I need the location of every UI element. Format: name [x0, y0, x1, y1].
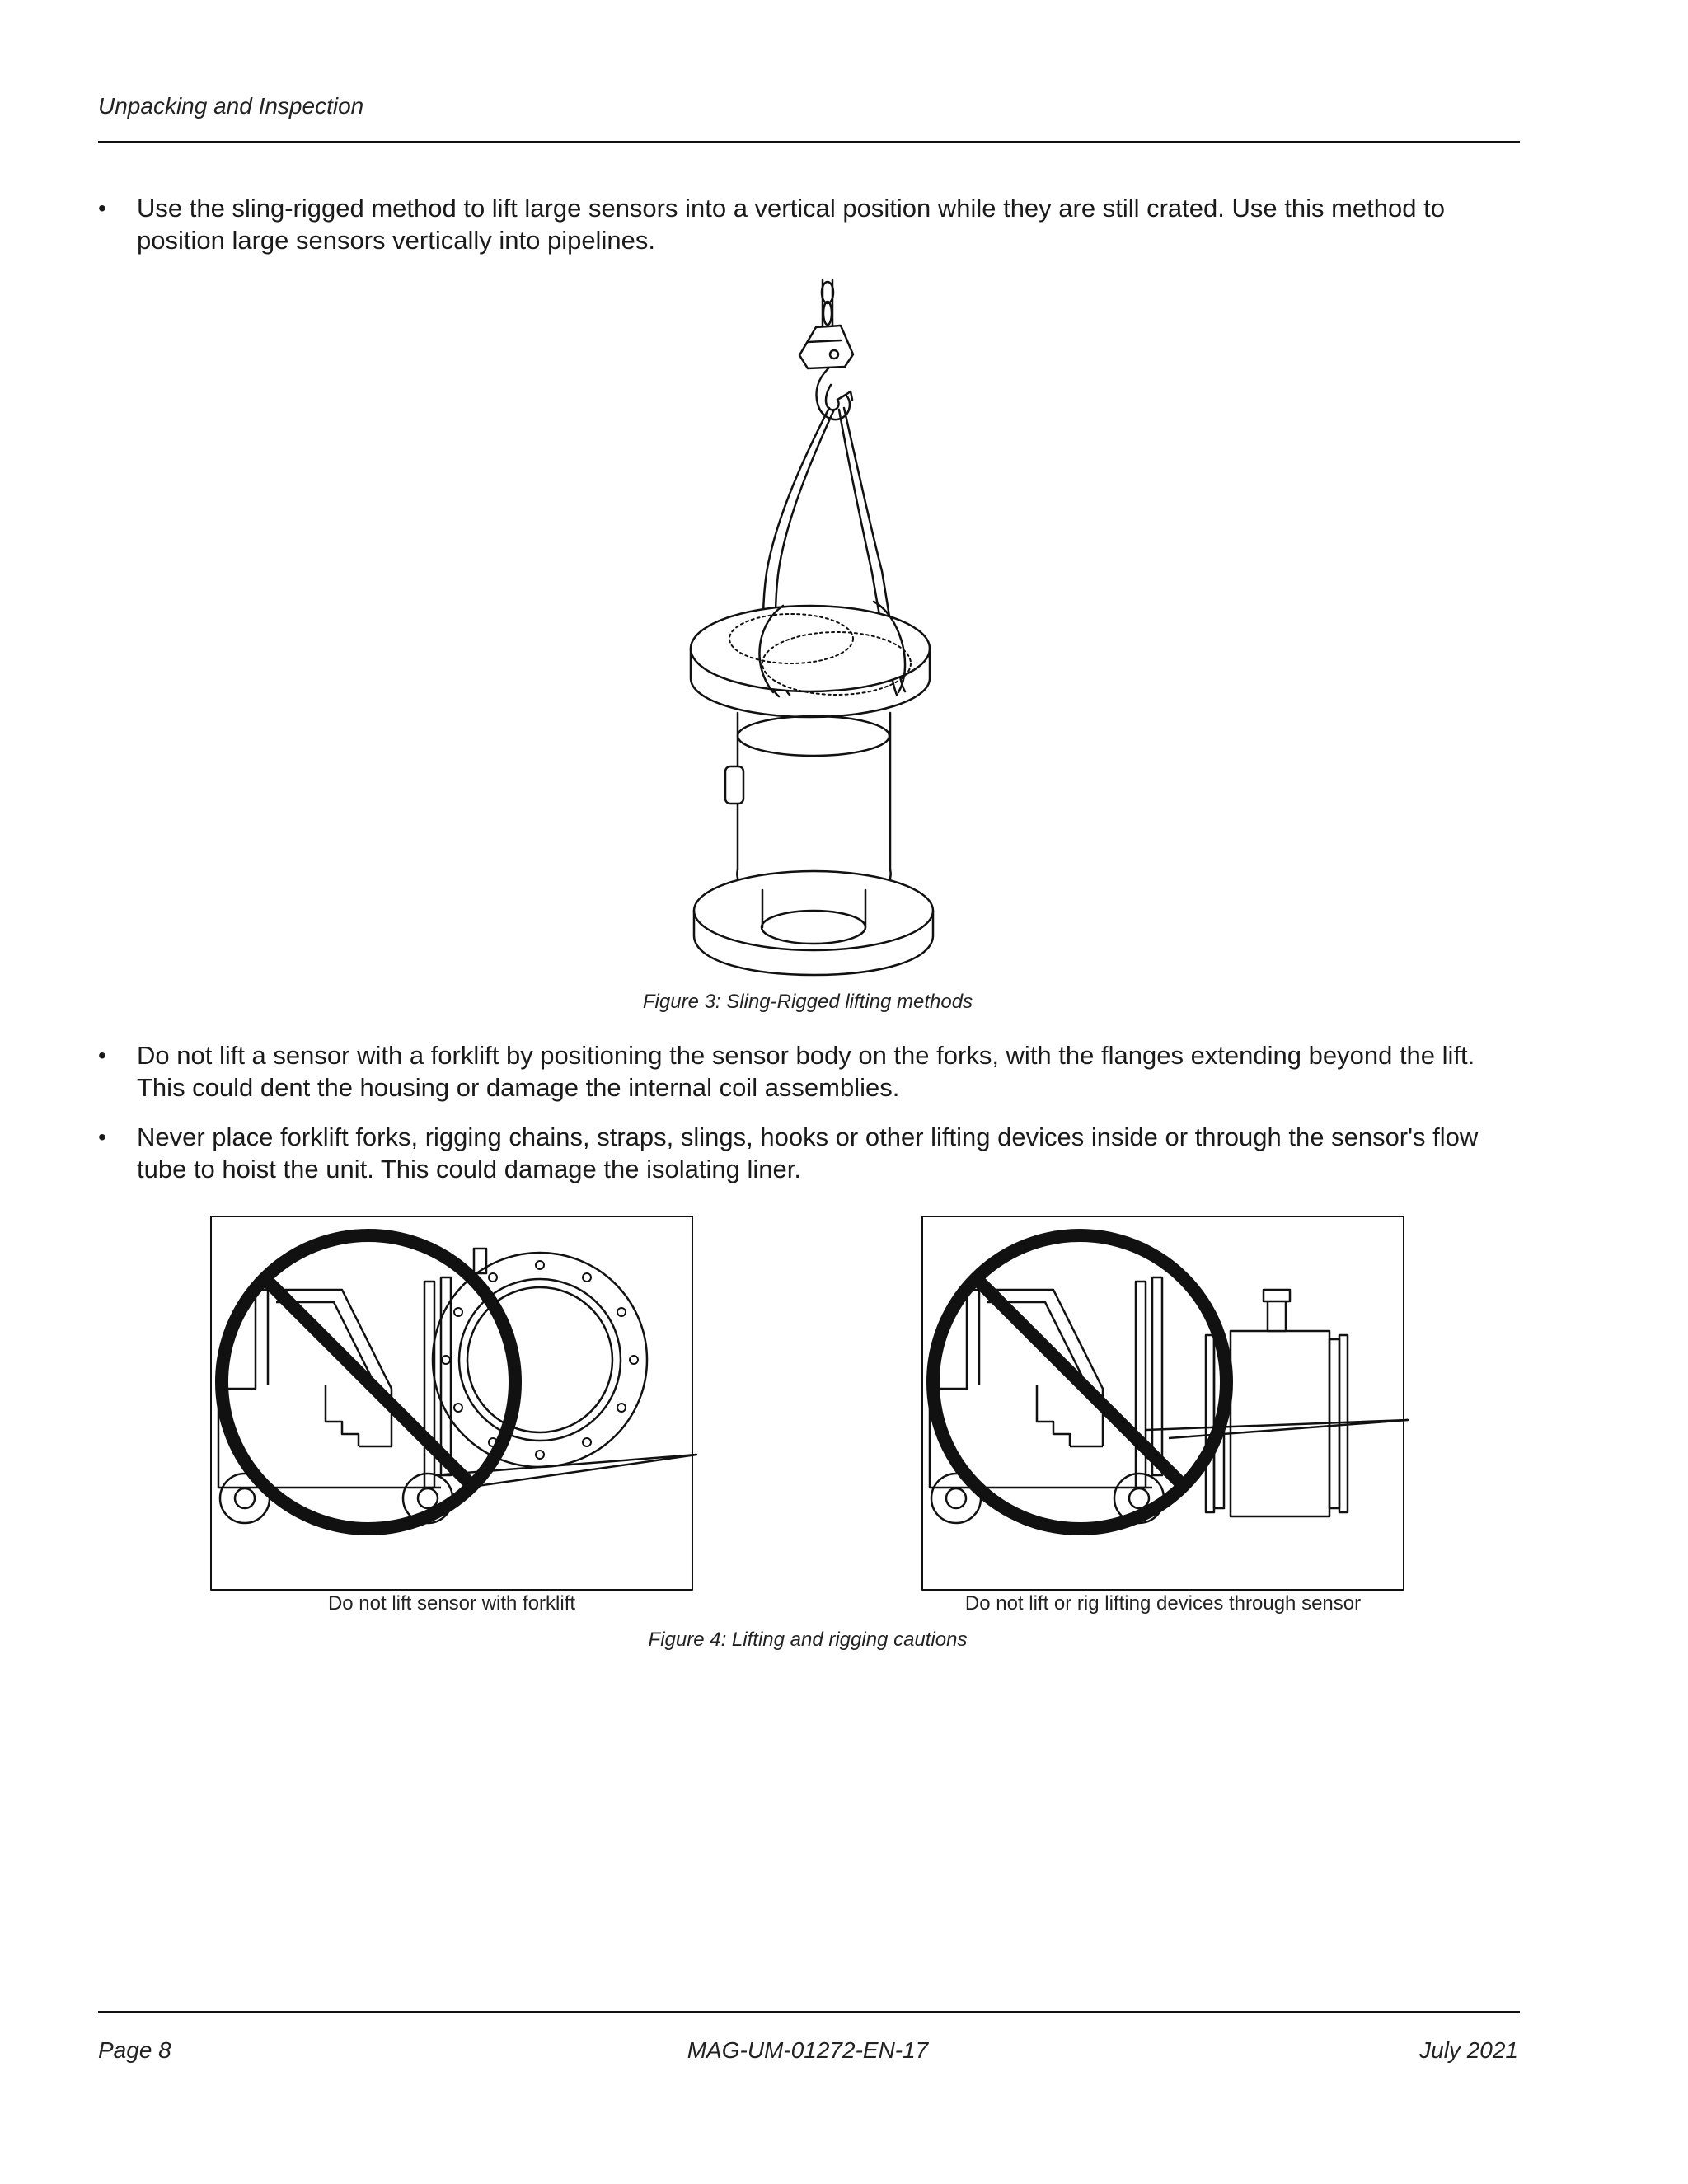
bullet-marker: •	[98, 195, 106, 221]
forklift-prohibited-illustration	[210, 1216, 693, 1591]
bullet-text: Never place forklift forks, rigging chains, straps, slings, hooks or other lifting devices inside or through the sensor's flow tube to hoist the unit. This could damage the isolating liner.	[137, 1122, 1479, 1183]
sling-rigged-sensor-illustration	[676, 276, 948, 977]
publication-date: July 2021	[1419, 2037, 1518, 2063]
figure-3-caption: Figure 3: Sling-Rigged lifting methods	[642, 991, 973, 1013]
footer-rule	[98, 2011, 1520, 2013]
figure-4-caption: Figure 4: Lifting and rigging cautions	[648, 1629, 968, 1651]
header-rule	[98, 141, 1520, 143]
bullet-marker: •	[98, 1043, 106, 1068]
rigging-through-sensor-prohibited-illustration	[921, 1216, 1404, 1591]
document-id: MAG-UM-01272-EN-17	[687, 2037, 929, 2063]
figure-4-left-label: Do not lift sensor with forklift	[327, 1592, 576, 1615]
figure-4-right-label: Do not lift or rig lifting devices through sensor	[964, 1592, 1362, 1615]
bullet-text: Do not lift a sensor with a forklift by positioning the sensor body on the forks, with the flanges extending beyond the lift. This could dent the housing or damage the internal coil assemblies.	[137, 1041, 1475, 1102]
bullet-text: Use the sling-rigged method to lift large sensors into a vertical position while they are still crated. Use this method to position large sensors vertically into pipelines.	[137, 194, 1445, 255]
bullet-marker: •	[98, 1124, 106, 1150]
running-header: Unpacking and Inspection	[98, 93, 364, 119]
page-number: Page 8	[98, 2037, 171, 2063]
